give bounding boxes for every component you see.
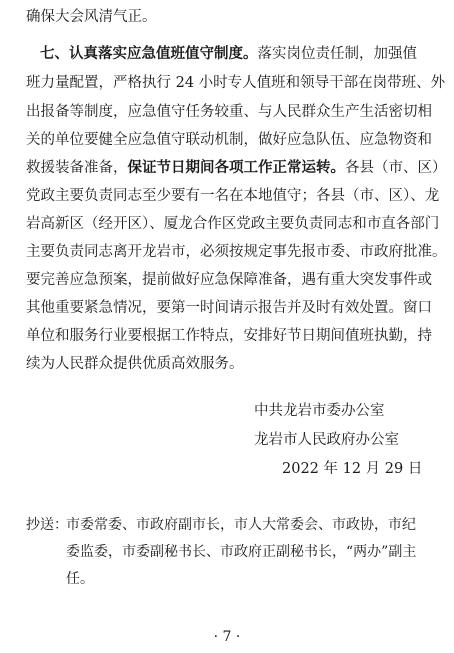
cc-recipients-line: 市委常委、市政府副市长，市人大常委会、市政协，市纪 xyxy=(66,517,416,533)
bold-sentence: 保证节日期间各项工作正常运转。 xyxy=(127,159,345,176)
paragraph-text: 各县（市、区） xyxy=(345,160,447,176)
page-number: · 7 · xyxy=(213,629,241,645)
paragraph-line: 主要负责同志离开龙岩市，必须按规定事先报市委、市政府批准。 xyxy=(26,244,447,260)
signature-org-government: 龙岩市人民政府办公室 xyxy=(254,432,399,448)
paragraph-line: 确保大会风清气正。 xyxy=(26,9,157,25)
paragraph-line: 其他重要紧急情况，要第一时间请示报告并及时有效处置。窗口 xyxy=(26,300,432,316)
signature-date: 2022 年 12 月 29 日 xyxy=(282,461,423,477)
signature-org-party: 中共龙岩市委办公室 xyxy=(254,403,385,419)
paragraph-line: 关的单位要健全应急值守联动机制，做好应急队伍、应急物资和 xyxy=(26,132,432,148)
paragraph-line xyxy=(26,159,447,177)
paragraph-line: 单位和服务行业要根据工作特点，安排好节日期间值班执勤，持 xyxy=(26,328,432,344)
paragraph-line: 续为人民群众提供优质高效服务。 xyxy=(26,356,244,372)
paragraph-line: 出报备等制度，应急值守任务较重、与人民群众生产生活密切相 xyxy=(26,104,432,120)
cc-recipients-line: 委监委，市委副秘书长、市政府正副秘书长，“两办”副主 xyxy=(66,544,417,560)
paragraph-line: 岩高新区（经开区）、厦龙合作区党政主要负责同志和市直各部门 xyxy=(26,216,440,232)
paragraph-line xyxy=(40,45,430,63)
paragraph-text: 落实岗位责任制，加强值 xyxy=(257,46,417,62)
paragraph-line: 班力量配置，严格执行 24 小时专人值班和领导干部在岗带班、外 xyxy=(26,75,446,91)
paragraph-line: 党政主要负责同志至少要有一名在本地值守；各县（市、区）、龙 xyxy=(26,188,440,204)
cc-recipients-line: 任。 xyxy=(66,571,94,587)
paragraph-text: 救援装备准备， xyxy=(26,160,128,176)
cc-label: 抄送： xyxy=(26,517,68,533)
section-heading: 七、认真落实应急值班值守制度。 xyxy=(40,45,258,62)
paragraph-line: 要完善应急预案，提前做好应急保障准备，遇有重大突发事件或 xyxy=(26,272,432,288)
